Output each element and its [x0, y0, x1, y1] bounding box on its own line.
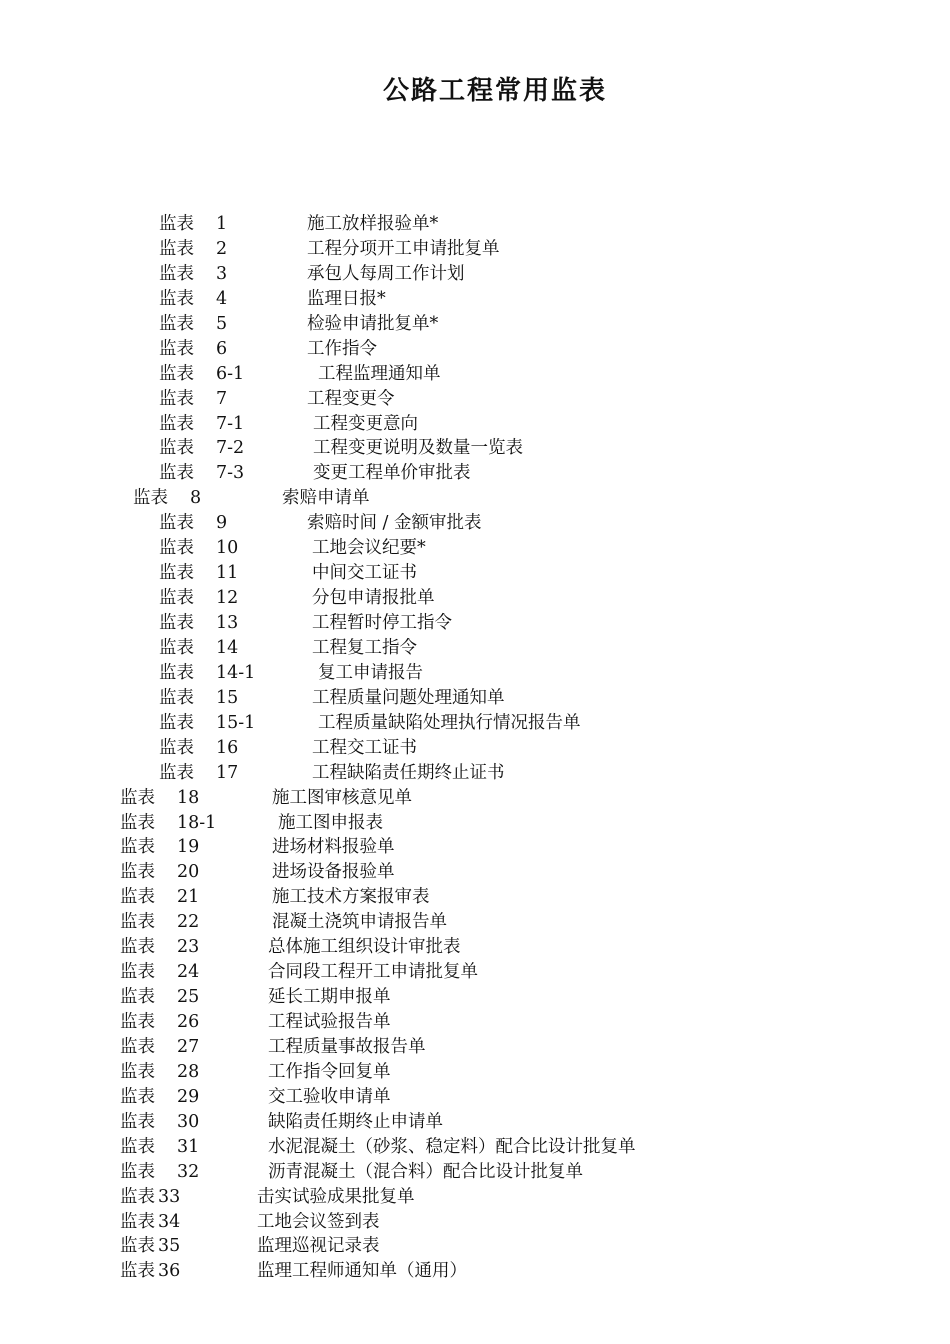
form-entry: [0, 786, 950, 811]
form-entry: [0, 1085, 950, 1110]
entry-prefix: 监表: [120, 887, 155, 908]
form-entry: [0, 287, 950, 312]
entry-name: 沥青混凝土（混合料）配合比设计批复单: [268, 1161, 583, 1182]
entry-name: 索赔申请单: [282, 488, 370, 509]
entry-code: 23: [177, 937, 200, 958]
entry-prefix: 监表: [159, 613, 194, 633]
form-entry: [0, 736, 950, 761]
entry-code: 27: [177, 1036, 200, 1057]
entry-code: 7-2: [216, 438, 245, 459]
entry-name: 延长工期申报单: [268, 987, 391, 1008]
form-entry: [0, 1160, 950, 1185]
entry-name: 混凝土浇筑申请报告单: [272, 912, 447, 933]
entry-code: 2: [216, 238, 228, 259]
form-entry: [0, 436, 950, 461]
entry-prefix: 监表: [120, 1061, 155, 1082]
entry-name: 承包人每周工作计划: [307, 263, 465, 284]
entry-code: 6: [216, 338, 228, 359]
form-entry: [0, 960, 950, 985]
form-entry: [0, 1060, 950, 1085]
entry-code: 20: [177, 862, 200, 883]
entry-prefix: 监表: [133, 488, 168, 509]
entry-prefix: 监表: [159, 737, 194, 758]
entry-name: 监理巡视记录表: [257, 1236, 380, 1257]
form-entry: [0, 536, 950, 561]
entry-name: 工程暂时停工指令: [312, 613, 452, 633]
form-entry: [0, 1035, 950, 1060]
entry-prefix: 监表: [120, 1161, 155, 1182]
form-entry: [0, 1110, 950, 1135]
entry-prefix: 监表: [120, 1012, 155, 1032]
entry-prefix: 监表: [159, 313, 194, 334]
entry-code: 9: [216, 513, 228, 534]
entry-code: 30: [177, 1111, 200, 1132]
entry-name: 施工放样报验单*: [307, 214, 439, 234]
entry-code: 26: [177, 1012, 200, 1032]
entry-prefix: 监表: [159, 687, 194, 708]
entry-code: 21: [177, 887, 200, 908]
entry-name: 监理日报*: [307, 288, 386, 309]
form-entry: [0, 337, 950, 362]
entry-prefix: 监表: [159, 762, 194, 783]
entry-prefix: 监表: [159, 288, 194, 309]
entry-name: 进场材料报验单: [272, 837, 395, 858]
form-entry: [0, 1010, 950, 1035]
entry-code: 7-3: [216, 463, 245, 484]
entry-code: 31: [177, 1136, 200, 1157]
entry-prefix: 监表: [159, 363, 194, 384]
entry-prefix: 监表: [120, 1036, 155, 1057]
entry-code: 34: [158, 1211, 181, 1232]
entry-code: 7-1: [216, 413, 245, 434]
entry-code: 15-1: [216, 712, 256, 733]
entry-code: 15: [216, 687, 239, 708]
form-entry: [0, 1185, 950, 1210]
entry-name: 工作指令回复单: [268, 1061, 391, 1082]
entry-prefix: 监表: [159, 214, 194, 234]
entry-prefix: 监表: [159, 588, 194, 609]
entry-name: 检验申请批复单*: [307, 313, 439, 334]
form-entry: [0, 511, 950, 536]
form-entry: [0, 262, 950, 287]
entry-name: 工程试验报告单: [268, 1012, 391, 1032]
entry-name: 复工申请报告: [318, 662, 423, 683]
entry-prefix: 监表: [159, 513, 194, 534]
entry-prefix: 监表: [159, 438, 194, 459]
form-entry: [0, 910, 950, 935]
entry-name: 分包申请报批单: [312, 588, 435, 609]
entry-code: 22: [177, 912, 200, 933]
entry-name: 合同段工程开工申请批复单: [268, 962, 478, 983]
entry-code: 14: [216, 637, 239, 658]
form-entry: [0, 860, 950, 885]
entry-name: 工程监理通知单: [318, 363, 441, 384]
form-entry: [0, 362, 950, 387]
form-entry: [0, 486, 950, 511]
entry-code: 19: [177, 837, 200, 858]
entry-code: 13: [216, 613, 239, 633]
entry-code: 36: [158, 1261, 181, 1282]
form-entry: [0, 237, 950, 262]
entry-name: 工程变更意向: [313, 413, 418, 434]
form-entry: [0, 412, 950, 437]
entry-prefix: 监表: [120, 862, 155, 883]
entry-prefix: 监表: [159, 662, 194, 683]
entry-prefix: 监表: [120, 837, 155, 858]
entry-prefix: 监表: [120, 1086, 155, 1107]
entry-name: 交工验收申请单: [268, 1086, 391, 1107]
entry-name: 变更工程单价审批表: [313, 463, 471, 484]
form-list: [0, 212, 950, 1284]
entry-name: 索赔时间 / 金额审批表: [307, 513, 482, 534]
form-entry: [0, 636, 950, 661]
entry-name: 总体施工组织设计审批表: [268, 937, 461, 958]
entry-name: 工程交工证书: [312, 737, 417, 758]
entry-code: 3: [216, 263, 228, 284]
form-entry: [0, 661, 950, 686]
entry-code: 4: [216, 288, 228, 309]
form-entry: [0, 1259, 950, 1284]
form-entry: [0, 312, 950, 337]
form-entry: [0, 561, 950, 586]
entry-code: 5: [216, 313, 228, 334]
entry-prefix: 监表: [120, 937, 155, 958]
entry-name: 工地会议纪要*: [312, 538, 426, 559]
entry-name: 监理工程师通知单（通用）: [257, 1261, 467, 1282]
entry-code: 24: [177, 962, 200, 983]
entry-name: 施工图申报表: [278, 812, 383, 833]
document-title: 公路工程常用监表: [382, 76, 607, 106]
form-entry: [0, 611, 950, 636]
entry-prefix: 监表: [120, 787, 155, 808]
entry-prefix: 监表: [120, 1136, 155, 1157]
entry-code: 17: [216, 762, 239, 783]
form-entry: [0, 711, 950, 736]
form-entry: [0, 586, 950, 611]
entry-code: 14-1: [216, 662, 256, 683]
entry-name: 工作指令: [307, 338, 377, 359]
entry-name: 工程质量问题处理通知单: [312, 687, 505, 708]
form-entry: [0, 935, 950, 960]
entry-name: 水泥混凝土（砂浆、稳定料）配合比设计批复单: [268, 1136, 636, 1157]
entry-code: 32: [177, 1161, 200, 1182]
entry-name: 施工图审核意见单: [272, 787, 412, 808]
entry-code: 18: [177, 787, 200, 808]
entry-prefix: 监表: [159, 563, 194, 584]
entry-prefix: 监表: [159, 263, 194, 284]
entry-prefix: 监表: [120, 912, 155, 933]
entry-name: 工程变更说明及数量一览表: [313, 438, 523, 459]
entry-code: 12: [216, 588, 239, 609]
entry-prefix: 监表: [120, 962, 155, 983]
entry-name: 工程缺陷责任期终止证书: [312, 762, 505, 783]
entry-name: 施工技术方案报审表: [272, 887, 430, 908]
entry-prefix: 监表: [120, 1236, 155, 1257]
entry-code: 10: [216, 538, 239, 559]
entry-prefix: 监表: [159, 463, 194, 484]
form-entry: [0, 985, 950, 1010]
entry-code: 18-1: [177, 812, 217, 833]
form-entry: [0, 461, 950, 486]
form-entry: [0, 212, 950, 237]
entry-code: 6-1: [216, 363, 245, 384]
entry-prefix: 监表: [159, 388, 194, 409]
entry-prefix: 监表: [159, 338, 194, 359]
entry-code: 25: [177, 987, 200, 1008]
entry-prefix: 监表: [120, 812, 155, 833]
form-entry: [0, 811, 950, 836]
entry-name: 工程变更令: [307, 388, 395, 409]
form-entry: [0, 885, 950, 910]
entry-code: 35: [158, 1236, 181, 1257]
entry-name: 工程质量事故报告单: [268, 1036, 426, 1057]
entry-code: 33: [158, 1186, 181, 1207]
form-entry: [0, 835, 950, 860]
entry-code: 7: [216, 388, 228, 409]
entry-name: 工程分项开工申请批复单: [307, 238, 500, 259]
entry-prefix: 监表: [159, 712, 194, 733]
form-entry: [0, 387, 950, 412]
entry-code: 29: [177, 1086, 200, 1107]
entry-code: 28: [177, 1061, 200, 1082]
form-entry: [0, 761, 950, 786]
entry-name: 击实试验成果批复单: [257, 1186, 415, 1207]
form-entry: [0, 686, 950, 711]
entry-prefix: 监表: [120, 1261, 155, 1282]
form-entry: [0, 1234, 950, 1259]
entry-prefix: 监表: [120, 1186, 155, 1207]
entry-prefix: 监表: [120, 1211, 155, 1232]
entry-code: 16: [216, 737, 239, 758]
entry-name: 工程复工指令: [312, 637, 417, 658]
entry-name: 中间交工证书: [312, 563, 417, 584]
entry-name: 进场设备报验单: [272, 862, 395, 883]
entry-code: 11: [216, 563, 239, 584]
entry-name: 工程质量缺陷处理执行情况报告单: [318, 712, 581, 733]
entry-prefix: 监表: [159, 637, 194, 658]
entry-code: 8: [190, 488, 202, 509]
entry-name: 工地会议签到表: [257, 1211, 380, 1232]
entry-prefix: 监表: [159, 238, 194, 259]
entry-prefix: 监表: [159, 538, 194, 559]
form-entry: [0, 1210, 950, 1235]
entry-prefix: 监表: [120, 987, 155, 1008]
form-entry: [0, 1135, 950, 1160]
entry-name: 缺陷责任期终止申请单: [268, 1111, 443, 1132]
entry-prefix: 监表: [159, 413, 194, 434]
entry-code: 1: [216, 214, 228, 234]
entry-prefix: 监表: [120, 1111, 155, 1132]
